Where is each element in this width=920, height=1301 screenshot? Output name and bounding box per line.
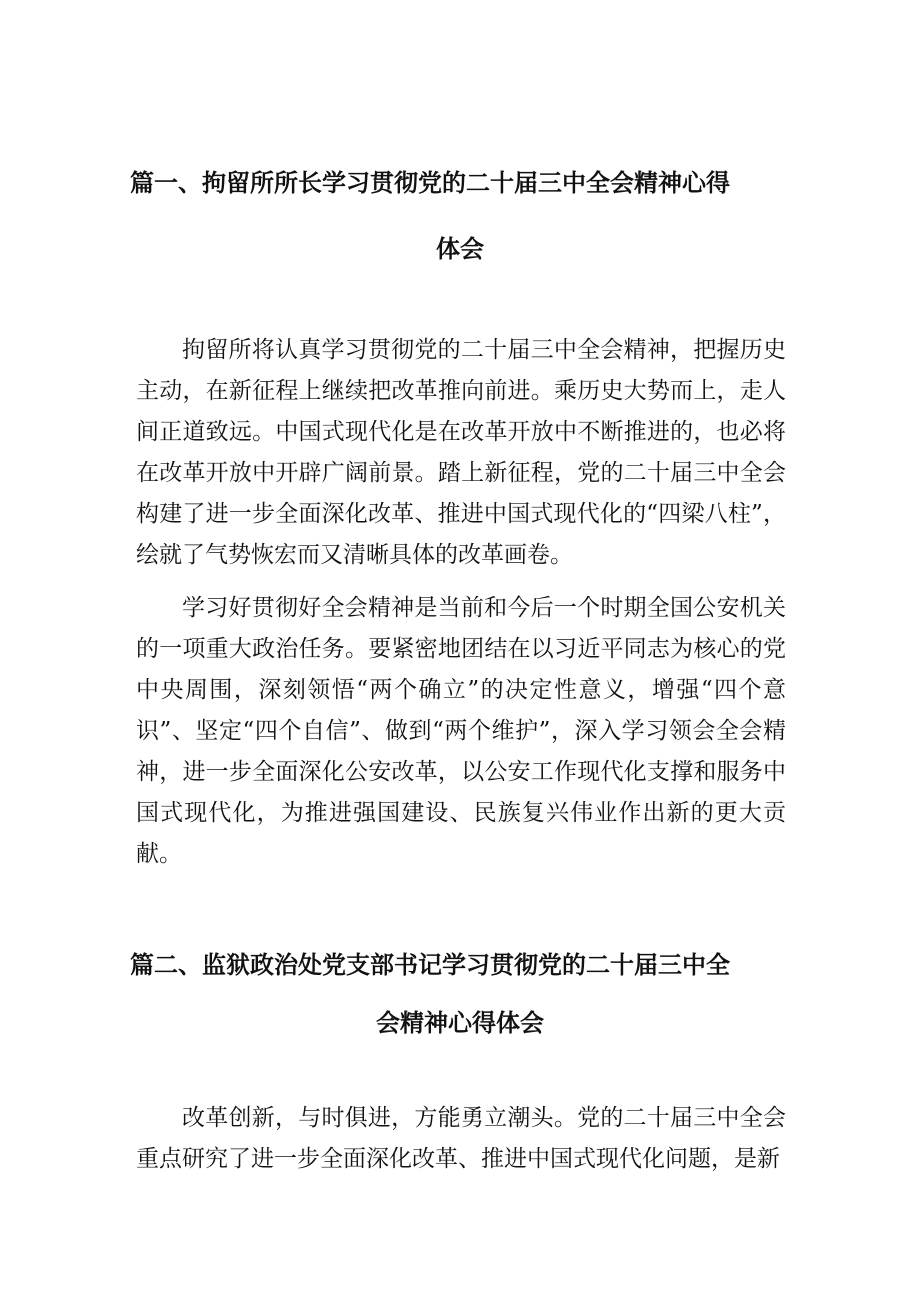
section1-title-line2: 体会 (436, 235, 484, 263)
section2-paragraph-1: 改革创新，与时俱进，方能勇立潮头。党的二十届三中全会重点研究了进一步全面深化改革、推进中国式现代化问题，是新 (136, 1105, 786, 1172)
section2-title-line1: 篇二、监狱政治处党支部书记学习贯彻党的二十届三中全 (130, 951, 730, 979)
section1-title-line1: 篇一、拘留所所长学习贯彻党的二十届三中全会精神心得 (130, 169, 730, 197)
section2-title-line2: 会精神心得体会 (376, 1009, 544, 1037)
section1-paragraph-2: 学习好贯彻好全会精神是当前和今后一个时期全国公安机关的一项重大政治任务。要紧密地团结在以习近平同志为核心的党中央周围，深刻领悟“两个确立”的决定性意义，增强“四个意识”、坚定“四个自信”、做到“两个维护”，深入学习领会全会精神，进一步全面深化公安改革，以公安工作现代化支撑和服务中国式现代化，为推进强国建设、民族复兴伟业作出新的更大贡献。 (136, 595, 786, 867)
section1-paragraph-1: 拘留所将认真学习贯彻党的二十届三中全会精神，把握历史主动，在新征程上继续把改革推向前进。乘历史大势而上，走人间正道致远。中国式现代化是在改革开放中不断推进的，也必将在改革开放中开辟广阔前景。踏上新征程，党的二十届三中全会构建了进一步全面深化改革、推进中国式现代化的“四梁八柱”，绘就了气势恢宏而又清晰具体的改革画卷。 (136, 337, 786, 568)
